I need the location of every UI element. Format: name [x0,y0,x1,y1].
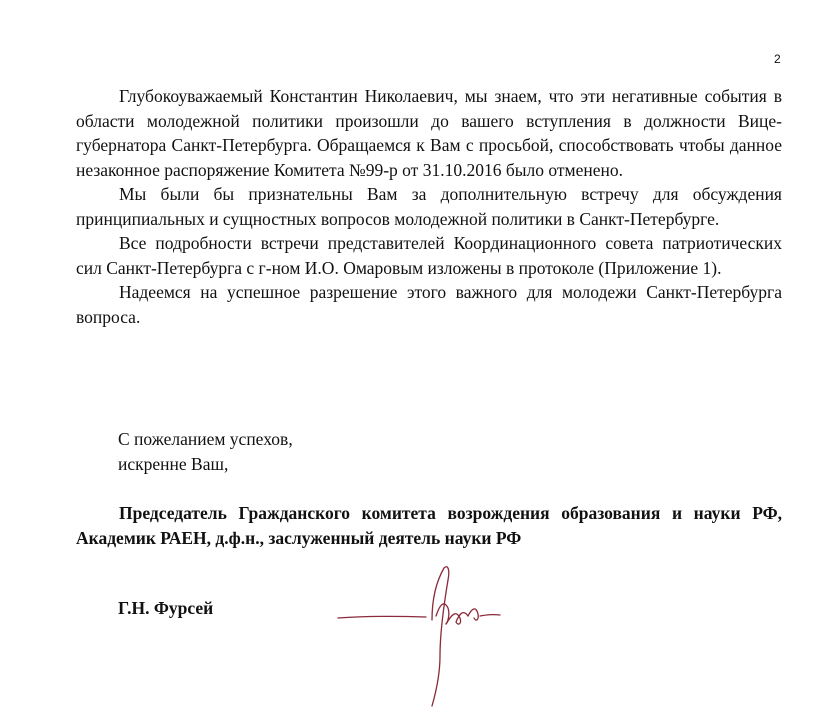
handwritten-signature [336,560,506,710]
paragraph-request: Глубокоуважаемый Константин Николаевич, мы знаем, что эти негативные события в области молодежной политики произошли до вашего вступления в должности Вице-губернатора Санкт-Петербурга. Обращаемся к Вам с просьбой, способствовать чтобы данное незаконное распоряжение Комитета №99-р от 31.10.2016 было отменено. [76,86,782,180]
signatory-position: Председатель Гражданского комитета возрождения образования и науки РФ, Академик РАЕН, д.ф.н., заслуженный деятель науки РФ [76,503,782,548]
paragraph-protocol: Все подробности встречи представителей Координационного совета патриотических сил Санкт-Петербурга с г-ном И.О. Омаровым изложены в протоколе (Приложение 1). [76,233,782,278]
letter-body [76,84,782,329]
signatory-name: Г.Н. Фурсей [118,598,214,618]
closing-line-2: искренне Ваш, [118,453,229,474]
paragraph-meeting: Мы были бы признательны Вам за дополнительную встречу для обсуждения принципиальных и сущностных вопросов молодежной политики в Санкт-Петербурге. [76,184,782,229]
page-number: 2 [774,52,781,66]
closing-line-1: С пожеланием успехов, [118,429,293,449]
paragraph-hope: Надеемся на успешное разрешение этого важного для молодежи Санкт-Петербурга вопроса. [76,282,782,327]
closing [118,427,293,476]
